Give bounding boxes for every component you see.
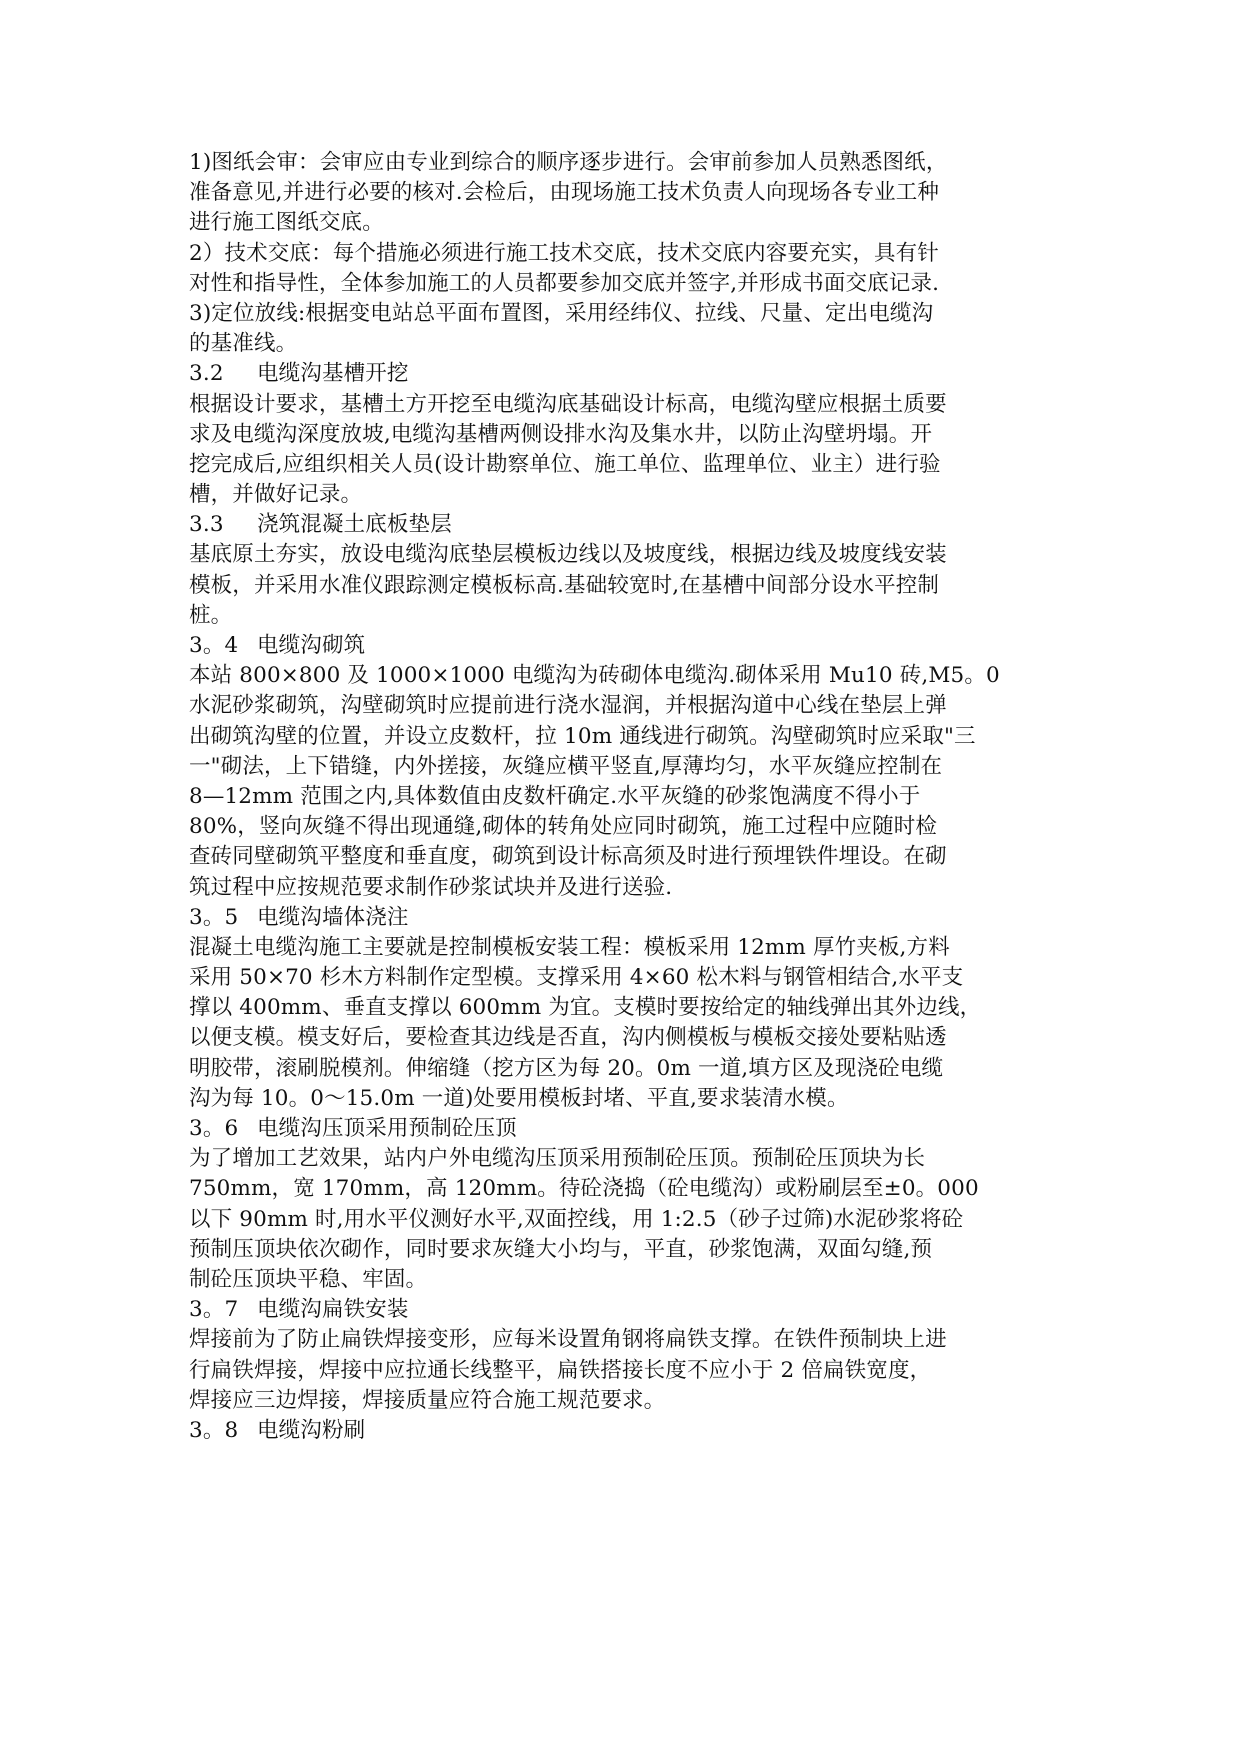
paragraph-line: 模板，并采用水准仪跟踪测定模板标高.基础较宽时,在基槽中间部分设水平控制 <box>189 572 940 598</box>
paragraph-line: 沟为每 10。0～15.0m 一道)处要用模板封堵、平直,要求装清水模。 <box>189 1085 849 1111</box>
paragraph-line: 混凝土电缆沟施工主要就是控制模板安装工程：模板采用 12mm 厚竹夹板,方料 <box>189 934 950 960</box>
paragraph-line: 准备意见,并进行必要的核对.会检后，由现场施工技术负责人向现场各专业工种 <box>189 180 940 206</box>
section-title: 电缆沟墙体浇注 <box>257 904 409 930</box>
section-number: 3。4 <box>189 633 239 658</box>
section-number: 3。7 <box>189 1297 239 1323</box>
paragraph-line: 筑过程中应按规范要求制作砂浆试块并及进行送验. <box>189 874 673 900</box>
section-number: 3。6 <box>189 1116 239 1141</box>
section-heading <box>189 1114 1059 1144</box>
paragraph-line: 撑以 400mm、垂直支撑以 600mm 为宜。支模时要按给定的轴线弹出其外边线， <box>189 995 982 1021</box>
paragraph-line: 水泥砂浆砌筑，沟壁砌筑时应提前进行浇水湿润，并根据沟道中心线在垫层上弹 <box>189 693 947 719</box>
section-number: 3.2 <box>189 361 224 387</box>
paragraph-line: 采用 50×70 杉木方料制作定型模。支撑采用 4×60 松木料与钢管相结合,水平支 <box>189 965 964 991</box>
paragraph-line: 8—12mm 范围之内,具体数值由皮数杆确定.水平灰缝的砂浆饱满度不得小于 <box>189 783 921 809</box>
section-number: 3。8 <box>189 1417 239 1443</box>
section-heading <box>189 359 1059 389</box>
paragraph-line: 2）技术交底：每个措施必须进行施工技术交底，技术交底内容要充实，具有针 <box>189 240 939 266</box>
paragraph-line: 750mm，宽 170mm，高 120mm。待砼浇捣（砼电缆沟）或粉刷层至±0。000 <box>189 1176 979 1202</box>
section-title: 电缆沟粉刷 <box>257 1417 366 1443</box>
paragraph-line: 制砼压顶块平稳、牢固。 <box>189 1266 428 1292</box>
paragraph-line: 行扁铁焊接，焊接中应拉通长线整平，扁铁搭接长度不应小于 2 倍扁铁宽度， <box>189 1357 932 1383</box>
paragraph-line: 以便支模。模支好后，要检查其边线是否直，沟内侧模板与模板交接处要粘贴透 <box>189 1025 947 1051</box>
paragraph-line: 本站 800×800 及 1000×1000 电缆沟为砖砌体电缆沟.砌体采用 Mu10 砖,M5。0 <box>189 663 1000 689</box>
paragraph-line: 的基准线。 <box>189 331 298 357</box>
paragraph-line: 出砌筑沟壁的位置，并设立皮数杆，拉 10m 通线进行砌筑。沟壁砌筑时应采取"三 <box>189 723 976 749</box>
paragraph-line: 桩。 <box>189 602 233 628</box>
paragraph-line: 槽，并做好记录。 <box>189 482 363 508</box>
paragraph-line: 为了增加工艺效果，站内户外电缆沟压顶采用预制砼压顶。预制砼压顶块为长 <box>189 1146 926 1172</box>
paragraph-line: 80%，竖向灰缝不得出现通缝,砌体的转角处应同时砌筑，施工过程中应随时检 <box>189 814 938 840</box>
paragraph-line: 根据设计要求，基槽土方开挖至电缆沟底基础设计标高，电缆沟壁应根据土质要 <box>189 391 947 417</box>
document-body <box>189 148 1059 1446</box>
section-heading <box>189 1295 1059 1325</box>
paragraph-line: 进行施工图纸交底。 <box>189 210 384 236</box>
section-number: 3.3 <box>189 512 224 538</box>
paragraph-line: 对性和指导性，全体参加施工的人员都要参加交底并签字,并形成书面交底记录. <box>189 270 940 296</box>
paragraph-line: 焊接应三边焊接，焊接质量应符合施工规范要求。 <box>189 1387 666 1413</box>
section-title: 电缆沟砌筑 <box>257 633 366 658</box>
paragraph-line: 求及电缆沟深度放坡,电缆沟基槽两侧设排水沟及集水井，以防止沟壁坍塌。开 <box>189 421 933 447</box>
paragraph-line: 以下 90mm 时,用水平仪测好水平,双面控线，用 1:2.5（砂子过筛)水泥砂浆将砼 <box>189 1206 964 1232</box>
section-title: 电缆沟压顶采用预制砼压顶 <box>257 1116 517 1141</box>
paragraph-line: 挖完成后,应组织相关人员(设计勘察单位、施工单位、监理单位、业主）进行验 <box>189 451 941 477</box>
section-heading <box>189 903 1059 933</box>
section-heading <box>189 631 1059 661</box>
paragraph-line: 3)定位放线:根据变电站总平面布置图，采用经纬仪、拉线、尺量、定出电缆沟 <box>189 300 934 326</box>
section-heading <box>189 510 1059 540</box>
paragraph-line: 焊接前为了防止扁铁焊接变形，应每米设置角钢将扁铁支撑。在铁件预制块上进 <box>189 1327 947 1353</box>
section-heading <box>189 1416 1059 1446</box>
paragraph-line: 基底原土夯实，放设电缆沟底垫层模板边线以及坡度线，根据边线及坡度线安装 <box>189 542 947 568</box>
section-title: 电缆沟基槽开挖 <box>257 361 409 387</box>
paragraph-line: 查砖同壁砌筑平整度和垂直度，砌筑到设计标高须及时进行预埋铁件埋设。在砌 <box>189 844 947 870</box>
paragraph-line: 预制压顶块依次砌作，同时要求灰缝大小均与，平直，砂浆饱满，双面勾缝,预 <box>189 1236 933 1262</box>
section-number: 3。5 <box>189 904 239 930</box>
paragraph-line: 一"砌法，上下错缝，内外搓接，灰缝应横平竖直,厚薄均匀，水平灰缝应控制在 <box>189 753 943 779</box>
paragraph-line: 1)图纸会审：会审应由专业到综合的顺序逐步进行。会审前参加人员熟悉图纸， <box>189 150 948 175</box>
section-title: 电缆沟扁铁安装 <box>257 1297 409 1323</box>
section-title: 浇筑混凝土底板垫层 <box>257 512 452 538</box>
paragraph-line: 明胶带，滚刷脱模剂。伸缩缝（挖方区为每 20。0m 一道,填方区及现浇砼电缆 <box>189 1055 944 1081</box>
